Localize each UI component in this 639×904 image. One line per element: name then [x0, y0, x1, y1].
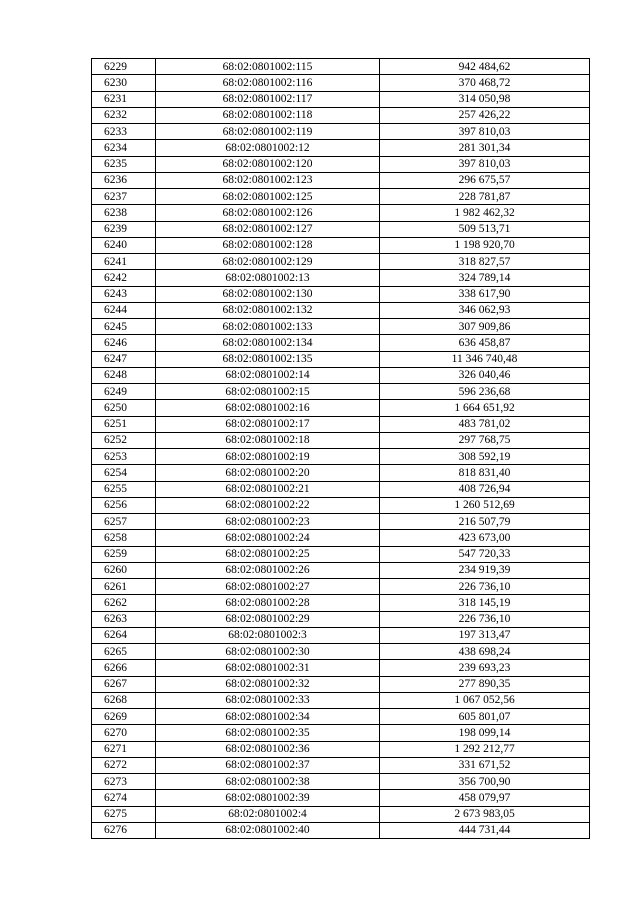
table-row: [92, 595, 590, 611]
cadastral-value-cell: 296 675,57: [380, 172, 590, 188]
row-number-cell: 6229: [92, 59, 156, 75]
row-number-cell: 6266: [92, 660, 156, 676]
table-row: [92, 59, 590, 75]
cadastral-number-cell: 68:02:0801002:29: [156, 611, 380, 627]
row-number-cell: 6275: [92, 806, 156, 822]
row-number-cell: 6267: [92, 676, 156, 692]
cadastral-number-cell: 68:02:0801002:132: [156, 302, 380, 318]
cadastral-value-cell: 326 040,46: [380, 367, 590, 383]
table-row: [92, 351, 590, 367]
cadastral-number-cell: 68:02:0801002:27: [156, 579, 380, 595]
table-row: [92, 221, 590, 237]
row-number-cell: 6249: [92, 384, 156, 400]
cadastral-number-cell: 68:02:0801002:38: [156, 774, 380, 790]
cadastral-value-cell: 297 768,75: [380, 432, 590, 448]
row-number-cell: 6273: [92, 774, 156, 790]
cadastral-value-cell: 324 789,14: [380, 270, 590, 286]
cadastral-number-cell: 68:02:0801002:37: [156, 757, 380, 773]
cadastral-number-cell: 68:02:0801002:35: [156, 725, 380, 741]
row-number-cell: 6260: [92, 562, 156, 578]
table-row: [92, 91, 590, 107]
row-number-cell: 6263: [92, 611, 156, 627]
cadastral-value-cell: 234 919,39: [380, 562, 590, 578]
row-number-cell: 6242: [92, 270, 156, 286]
cadastral-value-cell: 458 079,97: [380, 790, 590, 806]
table-row: [92, 822, 590, 838]
table-row: [92, 709, 590, 725]
row-number-cell: 6261: [92, 579, 156, 595]
table-row: [92, 400, 590, 416]
table-row: [92, 416, 590, 432]
cadastral-value-cell: 1 982 462,32: [380, 205, 590, 221]
cadastral-number-cell: 68:02:0801002:123: [156, 172, 380, 188]
table-row: [92, 237, 590, 253]
row-number-cell: 6264: [92, 627, 156, 643]
cadastral-value-cell: 226 736,10: [380, 579, 590, 595]
cadastral-value-cell: 308 592,19: [380, 449, 590, 465]
cadastral-number-cell: 68:02:0801002:19: [156, 449, 380, 465]
cadastral-value-cell: 198 099,14: [380, 725, 590, 741]
cadastral-number-cell: 68:02:0801002:125: [156, 189, 380, 205]
table-row: [92, 75, 590, 91]
cadastral-number-cell: 68:02:0801002:18: [156, 432, 380, 448]
cadastral-value-cell: 318 827,57: [380, 254, 590, 270]
cadastral-value-cell: 483 781,02: [380, 416, 590, 432]
row-number-cell: 6237: [92, 189, 156, 205]
cadastral-number-cell: 68:02:0801002:13: [156, 270, 380, 286]
cadastral-value-cell: 318 145,19: [380, 595, 590, 611]
cadastral-number-cell: 68:02:0801002:16: [156, 400, 380, 416]
cadastral-number-cell: 68:02:0801002:120: [156, 156, 380, 172]
row-number-cell: 6233: [92, 124, 156, 140]
table-row: [92, 481, 590, 497]
table-row: [92, 286, 590, 302]
table-row: [92, 790, 590, 806]
row-number-cell: 6253: [92, 449, 156, 465]
table-row: [92, 530, 590, 546]
cadastral-value-cell: 1 067 052,56: [380, 692, 590, 708]
cadastral-value-cell: 636 458,87: [380, 335, 590, 351]
cadastral-value-cell: 1 664 651,92: [380, 400, 590, 416]
row-number-cell: 6234: [92, 140, 156, 156]
row-number-cell: 6259: [92, 546, 156, 562]
table-row: [92, 367, 590, 383]
row-number-cell: 6240: [92, 237, 156, 253]
cadastral-number-cell: 68:02:0801002:24: [156, 530, 380, 546]
cadastral-value-cell: 509 513,71: [380, 221, 590, 237]
cadastral-value-cell: 397 810,03: [380, 156, 590, 172]
cadastral-value-cell: 314 050,98: [380, 91, 590, 107]
table-row: [92, 514, 590, 530]
cadastral-number-cell: 68:02:0801002:133: [156, 319, 380, 335]
cadastral-number-cell: 68:02:0801002:34: [156, 709, 380, 725]
cadastral-value-cell: 281 301,34: [380, 140, 590, 156]
row-number-cell: 6271: [92, 741, 156, 757]
cadastral-value-cell: 818 831,40: [380, 465, 590, 481]
cadastral-value-cell: 197 313,47: [380, 627, 590, 643]
cadastral-number-cell: 68:02:0801002:25: [156, 546, 380, 562]
table-row: [92, 644, 590, 660]
row-number-cell: 6248: [92, 367, 156, 383]
table-row: [92, 497, 590, 513]
cadastral-value-cell: 338 617,90: [380, 286, 590, 302]
row-number-cell: 6274: [92, 790, 156, 806]
cadastral-number-cell: 68:02:0801002:23: [156, 514, 380, 530]
row-number-cell: 6236: [92, 172, 156, 188]
table-row: [92, 254, 590, 270]
cadastral-value-cell: 11 346 740,48: [380, 351, 590, 367]
table-row: [92, 562, 590, 578]
row-number-cell: 6252: [92, 432, 156, 448]
cadastral-value-cell: 307 909,86: [380, 319, 590, 335]
table-row: [92, 692, 590, 708]
cadastral-number-cell: 68:02:0801002:33: [156, 692, 380, 708]
cadastral-value-cell: 408 726,94: [380, 481, 590, 497]
cadastral-value-cell: 239 693,23: [380, 660, 590, 676]
cadastral-number-cell: 68:02:0801002:32: [156, 676, 380, 692]
row-number-cell: 6269: [92, 709, 156, 725]
cadastral-value-cell: 2 673 983,05: [380, 806, 590, 822]
row-number-cell: 6232: [92, 107, 156, 123]
table-row: [92, 335, 590, 351]
row-number-cell: 6262: [92, 595, 156, 611]
cadastral-value-cell: 596 236,68: [380, 384, 590, 400]
row-number-cell: 6256: [92, 497, 156, 513]
cadastral-value-cell: 356 700,90: [380, 774, 590, 790]
row-number-cell: 6247: [92, 351, 156, 367]
row-number-cell: 6239: [92, 221, 156, 237]
table-row: [92, 140, 590, 156]
cadastral-number-cell: 68:02:0801002:128: [156, 237, 380, 253]
row-number-cell: 6244: [92, 302, 156, 318]
cadastral-value-cell: 444 731,44: [380, 822, 590, 838]
cadastral-number-cell: 68:02:0801002:115: [156, 59, 380, 75]
cadastral-value-cell: 1 292 212,77: [380, 741, 590, 757]
cadastral-number-cell: 68:02:0801002:127: [156, 221, 380, 237]
row-number-cell: 6245: [92, 319, 156, 335]
cadastral-number-cell: 68:02:0801002:3: [156, 627, 380, 643]
table-row: [92, 611, 590, 627]
table-row: [92, 741, 590, 757]
cadastral-value-cell: 331 671,52: [380, 757, 590, 773]
cadastral-number-cell: 68:02:0801002:119: [156, 124, 380, 140]
cadastral-value-cell: 216 507,79: [380, 514, 590, 530]
table-row: [92, 107, 590, 123]
table-row: [92, 757, 590, 773]
table-body: [92, 59, 590, 839]
row-number-cell: 6255: [92, 481, 156, 497]
cadastral-value-cell: 423 673,00: [380, 530, 590, 546]
row-number-cell: 6276: [92, 822, 156, 838]
row-number-cell: 6257: [92, 514, 156, 530]
row-number-cell: 6268: [92, 692, 156, 708]
table-row: [92, 205, 590, 221]
cadastral-value-cell: 942 484,62: [380, 59, 590, 75]
table-row: [92, 546, 590, 562]
cadastral-number-cell: 68:02:0801002:130: [156, 286, 380, 302]
table-row: [92, 725, 590, 741]
cadastral-value-cell: 438 698,24: [380, 644, 590, 660]
cadastral-value-cell: 1 198 920,70: [380, 237, 590, 253]
cadastral-number-cell: 68:02:0801002:17: [156, 416, 380, 432]
cadastral-value-cell: 346 062,93: [380, 302, 590, 318]
row-number-cell: 6231: [92, 91, 156, 107]
table-row: [92, 302, 590, 318]
table-row: [92, 660, 590, 676]
row-number-cell: 6272: [92, 757, 156, 773]
row-number-cell: 6230: [92, 75, 156, 91]
cadastral-value-cell: 605 801,07: [380, 709, 590, 725]
table-row: [92, 319, 590, 335]
cadastral-value-cell: 1 260 512,69: [380, 497, 590, 513]
cadastral-number-cell: 68:02:0801002:4: [156, 806, 380, 822]
cadastral-number-cell: 68:02:0801002:21: [156, 481, 380, 497]
cadastral-number-cell: 68:02:0801002:26: [156, 562, 380, 578]
table-row: [92, 172, 590, 188]
cadastral-number-cell: 68:02:0801002:20: [156, 465, 380, 481]
row-number-cell: 6241: [92, 254, 156, 270]
cadastral-value-cell: 277 890,35: [380, 676, 590, 692]
table-row: [92, 627, 590, 643]
row-number-cell: 6265: [92, 644, 156, 660]
cadastral-value-cell: 257 426,22: [380, 107, 590, 123]
row-number-cell: 6250: [92, 400, 156, 416]
cadastral-number-cell: 68:02:0801002:36: [156, 741, 380, 757]
table-row: [92, 579, 590, 595]
row-number-cell: 6258: [92, 530, 156, 546]
cadastral-number-cell: 68:02:0801002:129: [156, 254, 380, 270]
table-row: [92, 774, 590, 790]
table-row: [92, 189, 590, 205]
cadastral-number-cell: 68:02:0801002:134: [156, 335, 380, 351]
cadastral-number-cell: 68:02:0801002:39: [156, 790, 380, 806]
row-number-cell: 6235: [92, 156, 156, 172]
cadastral-value-cell: 397 810,03: [380, 124, 590, 140]
table-row: [92, 676, 590, 692]
row-number-cell: 6243: [92, 286, 156, 302]
row-number-cell: 6246: [92, 335, 156, 351]
cadastral-number-cell: 68:02:0801002:118: [156, 107, 380, 123]
table-row: [92, 806, 590, 822]
cadastral-value-cell: 547 720,33: [380, 546, 590, 562]
cadastral-value-cell: 226 736,10: [380, 611, 590, 627]
cadastral-number-cell: 68:02:0801002:28: [156, 595, 380, 611]
cadastral-number-cell: 68:02:0801002:117: [156, 91, 380, 107]
cadastral-number-cell: 68:02:0801002:40: [156, 822, 380, 838]
table-row: [92, 156, 590, 172]
cadastral-number-cell: 68:02:0801002:126: [156, 205, 380, 221]
cadastral-number-cell: 68:02:0801002:135: [156, 351, 380, 367]
row-number-cell: 6238: [92, 205, 156, 221]
cadastral-number-cell: 68:02:0801002:22: [156, 497, 380, 513]
cadastral-value-cell: 228 781,87: [380, 189, 590, 205]
cadastral-number-cell: 68:02:0801002:116: [156, 75, 380, 91]
table-row: [92, 270, 590, 286]
cadastral-value-table: [91, 58, 590, 839]
table-row: [92, 465, 590, 481]
table-row: [92, 432, 590, 448]
row-number-cell: 6254: [92, 465, 156, 481]
table-row: [92, 449, 590, 465]
row-number-cell: 6270: [92, 725, 156, 741]
cadastral-number-cell: 68:02:0801002:30: [156, 644, 380, 660]
row-number-cell: 6251: [92, 416, 156, 432]
table-row: [92, 124, 590, 140]
cadastral-number-cell: 68:02:0801002:12: [156, 140, 380, 156]
cadastral-number-cell: 68:02:0801002:14: [156, 367, 380, 383]
cadastral-number-cell: 68:02:0801002:31: [156, 660, 380, 676]
cadastral-value-cell: 370 468,72: [380, 75, 590, 91]
cadastral-number-cell: 68:02:0801002:15: [156, 384, 380, 400]
table-row: [92, 384, 590, 400]
